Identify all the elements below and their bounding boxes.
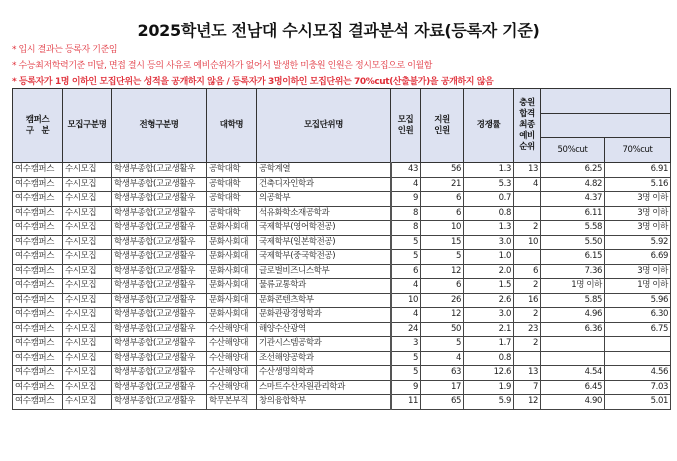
- cell-ratio: 2.1: [464, 322, 514, 337]
- cell-cut50: 6.15: [541, 250, 605, 265]
- cell-applicants: 5: [421, 337, 464, 352]
- cell-cut70: 3명 이하: [605, 192, 671, 207]
- cell-recruit-type: 수시모집: [63, 322, 112, 337]
- cell-recruit-type: 수시모집: [63, 279, 112, 294]
- cell-college: 수산해양대: [207, 337, 257, 352]
- cell-unit: 해양수산광역: [257, 322, 391, 337]
- cell-cut70: [605, 337, 671, 352]
- cell-ratio: 1.9: [464, 380, 514, 395]
- cell-cut70: 6.30: [605, 308, 671, 323]
- cell-college: 문화사회대: [207, 264, 257, 279]
- header-waitlist: 충원 합격 최종 예비 순위: [514, 89, 541, 163]
- cell-admission-type: 학생부종합(고교생활우: [112, 163, 207, 178]
- cell-admission-type: 학생부종합(고교생활우: [112, 177, 207, 192]
- cell-recruit-type: 수시모집: [63, 308, 112, 323]
- cell-applicants: 6: [421, 279, 464, 294]
- table-row: [13, 366, 671, 381]
- cell-ratio: 12.6: [464, 366, 514, 381]
- cell-college: 수산해양대: [207, 366, 257, 381]
- cell-college: 문화사회대: [207, 235, 257, 250]
- cell-applicants: 6: [421, 206, 464, 221]
- table-row: [13, 395, 671, 410]
- cell-cut70: [605, 351, 671, 366]
- cell-cut50: 1명 이하: [541, 279, 605, 294]
- note-basis: * 입시 결과는 등록자 기준임: [12, 45, 118, 55]
- cell-applicants: 17: [421, 380, 464, 395]
- cell-cut50: 6.45: [541, 380, 605, 395]
- cell-cut50: 4.82: [541, 177, 605, 192]
- cell-ratio: 1.0: [464, 250, 514, 265]
- cell-applicants: 4: [421, 351, 464, 366]
- header-admission-type: 전형구분명: [112, 89, 207, 163]
- cell-waitlist: 2: [514, 279, 541, 294]
- cell-unit: 수산생명의학과: [257, 366, 391, 381]
- cell-waitlist: 6: [514, 264, 541, 279]
- cell-applicants: 56: [421, 163, 464, 178]
- cell-recruit-type: 수시모집: [63, 235, 112, 250]
- cell-cut70: 3명 이하: [605, 206, 671, 221]
- cell-admission-type: 학생부종합(고교생활우: [112, 293, 207, 308]
- table-row: [13, 337, 671, 352]
- cell-quota: 6: [391, 264, 421, 279]
- cell-college: 공학대학: [207, 163, 257, 178]
- cell-cut70: 6.75: [605, 322, 671, 337]
- cell-unit: 공학계열: [257, 163, 391, 178]
- cell-recruit-type: 수시모집: [63, 380, 112, 395]
- cell-recruit-type: 수시모집: [63, 366, 112, 381]
- cell-college: 문화사회대: [207, 293, 257, 308]
- cell-waitlist: [514, 351, 541, 366]
- cell-ratio: 1.3: [464, 163, 514, 178]
- cell-waitlist: 2: [514, 221, 541, 236]
- cell-cut50: 4.90: [541, 395, 605, 410]
- cell-applicants: 5: [421, 250, 464, 265]
- cell-ratio: 0.8: [464, 206, 514, 221]
- cell-waitlist: 12: [514, 395, 541, 410]
- cell-ratio: 5.9: [464, 395, 514, 410]
- cell-college: 수산해양대: [207, 322, 257, 337]
- cell-ratio: 3.0: [464, 235, 514, 250]
- cell-campus: 여수캠퍼스: [13, 395, 63, 410]
- cell-quota: 24: [391, 322, 421, 337]
- cell-cut70: 5.01: [605, 395, 671, 410]
- cell-recruit-type: 수시모집: [63, 395, 112, 410]
- cell-college: 수산해양대: [207, 351, 257, 366]
- cell-campus: 여수캠퍼스: [13, 235, 63, 250]
- header-college: 대학명: [207, 89, 257, 163]
- cell-quota: 3: [391, 337, 421, 352]
- cell-cut70: 4.56: [605, 366, 671, 381]
- header-blank-mid: [541, 114, 671, 138]
- cell-applicants: 65: [421, 395, 464, 410]
- cell-quota: 5: [391, 235, 421, 250]
- cell-ratio: 1.7: [464, 337, 514, 352]
- cell-cut70: 5.16: [605, 177, 671, 192]
- cell-college: 수산해양대: [207, 380, 257, 395]
- cell-applicants: 26: [421, 293, 464, 308]
- table-row: [13, 235, 671, 250]
- table-row: [13, 279, 671, 294]
- cell-cut50: 6.36: [541, 322, 605, 337]
- cell-cut50: [541, 351, 605, 366]
- cell-admission-type: 학생부종합(고교생활우: [112, 308, 207, 323]
- cell-applicants: 12: [421, 308, 464, 323]
- header-recruit-type: 모집구분명: [63, 89, 112, 163]
- cell-campus: 여수캠퍼스: [13, 163, 63, 178]
- table-row: [13, 264, 671, 279]
- cell-campus: 여수캠퍼스: [13, 192, 63, 207]
- cell-waitlist: 23: [514, 322, 541, 337]
- cell-quota: 5: [391, 366, 421, 381]
- cell-unit: 국제학부(영어학전공): [257, 221, 391, 236]
- cell-waitlist: 10: [514, 235, 541, 250]
- cell-ratio: 2.6: [464, 293, 514, 308]
- cell-cut70: 3명 이하: [605, 264, 671, 279]
- cell-waitlist: 4: [514, 177, 541, 192]
- cell-waitlist: 13: [514, 366, 541, 381]
- cell-college: 공학대학: [207, 192, 257, 207]
- cell-college: 문화사회대: [207, 250, 257, 265]
- cell-unit: 문화콘텐츠학부: [257, 293, 391, 308]
- cell-unit: 석유화학소재공학과: [257, 206, 391, 221]
- header-quota: 모집 인원: [391, 89, 421, 163]
- cell-recruit-type: 수시모집: [63, 351, 112, 366]
- cell-quota: 4: [391, 279, 421, 294]
- cell-recruit-type: 수시모집: [63, 250, 112, 265]
- table-row: [13, 192, 671, 207]
- cell-admission-type: 학생부종합(고교생활우: [112, 337, 207, 352]
- cell-admission-type: 학생부종합(고교생활우: [112, 380, 207, 395]
- cell-quota: 4: [391, 177, 421, 192]
- cell-college: 학무본부직: [207, 395, 257, 410]
- cell-applicants: 12: [421, 264, 464, 279]
- header-blank-top: [541, 89, 671, 114]
- cell-college: 공학대학: [207, 177, 257, 192]
- cell-admission-type: 학생부종합(고교생활우: [112, 250, 207, 265]
- cell-college: 문화사회대: [207, 221, 257, 236]
- table-row: [13, 351, 671, 366]
- cell-applicants: 6: [421, 192, 464, 207]
- cell-campus: 여수캠퍼스: [13, 308, 63, 323]
- cell-applicants: 63: [421, 366, 464, 381]
- cell-admission-type: 학생부종합(고교생활우: [112, 366, 207, 381]
- cell-unit: 물류교통학과: [257, 279, 391, 294]
- cell-ratio: 0.8: [464, 351, 514, 366]
- table-row: [13, 221, 671, 236]
- cell-campus: 여수캠퍼스: [13, 293, 63, 308]
- cell-campus: 여수캠퍼스: [13, 177, 63, 192]
- cell-cut70: 5.92: [605, 235, 671, 250]
- cell-campus: 여수캠퍼스: [13, 250, 63, 265]
- cell-cut70: 6.69: [605, 250, 671, 265]
- cell-campus: 여수캠퍼스: [13, 337, 63, 352]
- cell-cut50: 5.58: [541, 221, 605, 236]
- cell-cut70: 6.91: [605, 163, 671, 178]
- cell-recruit-type: 수시모집: [63, 337, 112, 352]
- cell-unit: 문화관광경영학과: [257, 308, 391, 323]
- cell-waitlist: 2: [514, 337, 541, 352]
- cell-quota: 5: [391, 351, 421, 366]
- cell-campus: 여수캠퍼스: [13, 206, 63, 221]
- table-row: [13, 177, 671, 192]
- table-row: [13, 380, 671, 395]
- cell-unit: 기관시스템공학과: [257, 337, 391, 352]
- cell-recruit-type: 수시모집: [63, 206, 112, 221]
- cell-unit: 창의융합학부: [257, 395, 391, 410]
- cell-ratio: 2.0: [464, 264, 514, 279]
- cell-admission-type: 학생부종합(고교생활우: [112, 221, 207, 236]
- table-row: [13, 250, 671, 265]
- header-ratio: 경쟁률: [464, 89, 514, 163]
- cell-ratio: 1.5: [464, 279, 514, 294]
- cell-recruit-type: 수시모집: [63, 192, 112, 207]
- cell-admission-type: 학생부종합(고교생활우: [112, 322, 207, 337]
- header-applicants: 지원 인원: [421, 89, 464, 163]
- cell-quota: 9: [391, 380, 421, 395]
- table-row: [13, 206, 671, 221]
- cell-ratio: 0.7: [464, 192, 514, 207]
- cell-quota: 9: [391, 192, 421, 207]
- cell-recruit-type: 수시모집: [63, 163, 112, 178]
- cell-quota: 10: [391, 293, 421, 308]
- cell-campus: 여수캠퍼스: [13, 351, 63, 366]
- header-unit: 모집단위명: [257, 89, 391, 163]
- cell-quota: 8: [391, 206, 421, 221]
- cell-admission-type: 학생부종합(고교생활우: [112, 264, 207, 279]
- cell-unit: 건축디자인학과: [257, 177, 391, 192]
- table-row: [13, 293, 671, 308]
- cell-quota: 8: [391, 221, 421, 236]
- cell-college: 문화사회대: [207, 308, 257, 323]
- cell-waitlist: [514, 206, 541, 221]
- cell-quota: 5: [391, 250, 421, 265]
- cell-recruit-type: 수시모집: [63, 293, 112, 308]
- cell-ratio: 1.3: [464, 221, 514, 236]
- cell-campus: 여수캠퍼스: [13, 264, 63, 279]
- cell-campus: 여수캠퍼스: [13, 221, 63, 236]
- cell-unit: 국제학부(중국학전공): [257, 250, 391, 265]
- cell-campus: 여수캠퍼스: [13, 279, 63, 294]
- cell-quota: 4: [391, 308, 421, 323]
- table-row: [13, 308, 671, 323]
- cell-cut50: 4.96: [541, 308, 605, 323]
- cell-cut50: 6.11: [541, 206, 605, 221]
- cell-unit: 조선해양공학과: [257, 351, 391, 366]
- cell-ratio: 5.3: [464, 177, 514, 192]
- results-table: [12, 88, 671, 410]
- cell-unit: 의공학부: [257, 192, 391, 207]
- cell-cut50: 6.25: [541, 163, 605, 178]
- cell-campus: 여수캠퍼스: [13, 380, 63, 395]
- cell-unit: 국제학부(일본학전공): [257, 235, 391, 250]
- cell-cut70: 3명 이하: [605, 221, 671, 236]
- cell-admission-type: 학생부종합(고교생활우: [112, 206, 207, 221]
- cell-cut50: 7.36: [541, 264, 605, 279]
- header-cut50: 50%cut: [541, 138, 605, 163]
- cell-applicants: 10: [421, 221, 464, 236]
- cell-ratio: 3.0: [464, 308, 514, 323]
- cell-cut70: 7.03: [605, 380, 671, 395]
- cell-campus: 여수캠퍼스: [13, 322, 63, 337]
- table-row: [13, 322, 671, 337]
- cell-admission-type: 학생부종합(고교생활우: [112, 192, 207, 207]
- cell-admission-type: 학생부종합(고교생활우: [112, 235, 207, 250]
- cell-waitlist: 16: [514, 293, 541, 308]
- cell-quota: 43: [391, 163, 421, 178]
- cell-unit: 글로벌비즈니스학부: [257, 264, 391, 279]
- cell-cut50: 4.54: [541, 366, 605, 381]
- cell-cut70: 1명 이하: [605, 279, 671, 294]
- cell-waitlist: 7: [514, 380, 541, 395]
- cell-waitlist: [514, 250, 541, 265]
- cell-campus: 여수캠퍼스: [13, 366, 63, 381]
- cell-cut50: 5.85: [541, 293, 605, 308]
- cell-cut70: 5.96: [605, 293, 671, 308]
- cell-waitlist: 2: [514, 308, 541, 323]
- cell-college: 문화사회대: [207, 279, 257, 294]
- cell-waitlist: 13: [514, 163, 541, 178]
- cell-cut50: [541, 337, 605, 352]
- cell-applicants: 15: [421, 235, 464, 250]
- header-campus: 캠퍼스 구 분: [13, 89, 63, 163]
- cell-cut50: 5.50: [541, 235, 605, 250]
- table-row: [13, 163, 671, 178]
- cell-recruit-type: 수시모집: [63, 177, 112, 192]
- cell-applicants: 50: [421, 322, 464, 337]
- cell-recruit-type: 수시모집: [63, 264, 112, 279]
- cell-quota: 11: [391, 395, 421, 410]
- page-title: 2025학년도 전남대 수시모집 결과분석 자료(등록자 기준): [137, 21, 540, 40]
- cell-applicants: 21: [421, 177, 464, 192]
- cell-admission-type: 학생부종합(고교생활우: [112, 395, 207, 410]
- cell-cut50: 4.37: [541, 192, 605, 207]
- note-disclosure: * 등록자가 1명 이하인 모집단위는 성적을 공개하지 않음 / 등록자가 3명이하인 모집단위는 70%cut(산출불가)을 공개하지 않음: [12, 77, 494, 87]
- cell-college: 공학대학: [207, 206, 257, 221]
- cell-admission-type: 학생부종합(고교생활우: [112, 279, 207, 294]
- cell-recruit-type: 수시모집: [63, 221, 112, 236]
- cell-waitlist: [514, 192, 541, 207]
- header-cut70: 70%cut: [605, 138, 671, 163]
- note-carryover: * 수능최저학력기준 미달, 면접 결시 등의 사유로 예비순위자가 없어서 발생한 미충원 인원은 정시모집으로 이월함: [12, 61, 433, 71]
- cell-unit: 스마트수산자원관리학과: [257, 380, 391, 395]
- cell-admission-type: 학생부종합(고교생활우: [112, 351, 207, 366]
